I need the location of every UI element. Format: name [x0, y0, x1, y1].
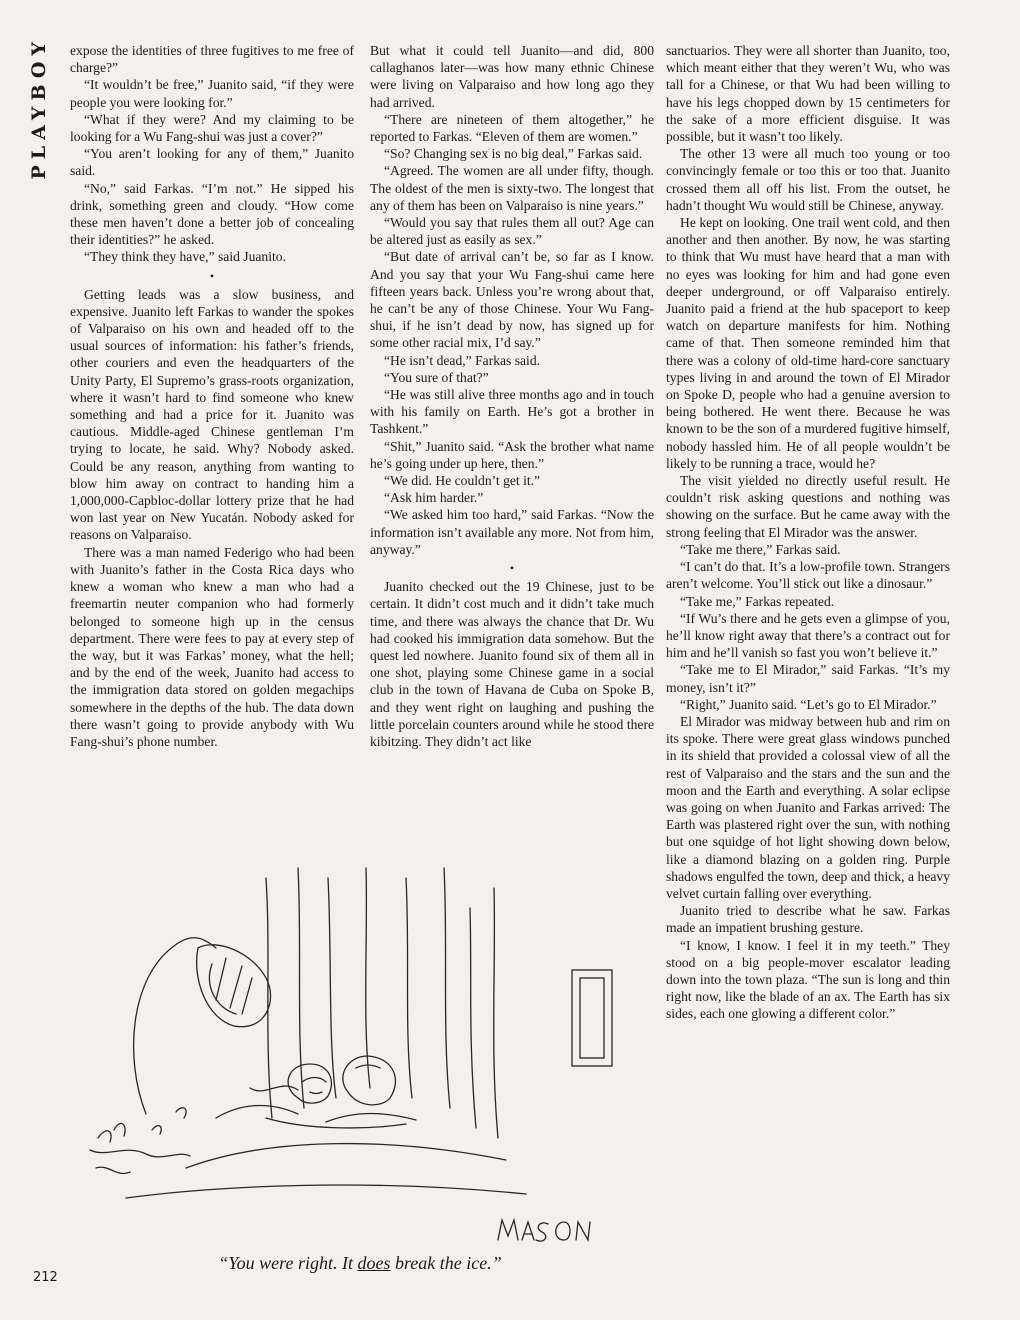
paragraph: expose the identities of three fugitives to me free of charge?”	[70, 43, 354, 76]
paragraph: Juanito checked out the 19 Chinese, just to be certain. It didn’t cost much and it didn’t take much time, and there was always the chance that Dr. Wu had cooked his immigration data somehow. But the quest led nowhere. Juanito found six of them all in one shot, playing some Chinese game in a social club in the town of Havana de Cuba on Spoke B, and they went right on laughing and pushing the little porcelain counters around while he stood there kibitzing. They didn’t act like	[370, 579, 654, 749]
paragraph: “We did. He couldn’t get it.”	[384, 473, 541, 489]
paragraph: “They think they have,” said Juanito.	[84, 249, 286, 265]
cartoon-caption	[66, 1253, 654, 1274]
paragraph: But what it could tell Juanito—and did, 800 callaghanos later—was how many ethnic Chinese were living on Valparaiso and how long ago they had arrived.	[370, 43, 654, 110]
paragraph: “You sure of that?”	[384, 369, 489, 385]
paragraph: “Take me to El Mirador,” said Farkas. “It’s my money, isn’t it?”	[666, 662, 950, 695]
paragraph: “Would you say that rules them all out? Age can be altered just as easily as sex.”	[370, 215, 654, 248]
paragraph: “We asked him too hard,” said Farkas. “Now the information isn’t available any more. Not from him, anyway.”	[370, 507, 654, 557]
paragraph: “Right,” Juanito said. “Let’s go to El Mirador.”	[680, 696, 937, 712]
plant-drawing	[90, 1108, 190, 1174]
column-3	[666, 42, 950, 1023]
column-2	[370, 42, 654, 750]
paragraph: “Agreed. The women are all under fifty, though. The oldest of the men is sixty-two. The longest that any of them has been on Valparaiso is nine years.”	[370, 163, 654, 213]
signature-text: MASON	[66, 855, 124, 872]
paragraph: “What if they were? And my claiming to be looking for a Wu Fang-shui was just a cover?”	[70, 111, 354, 145]
caption-emphasis: does	[357, 1253, 391, 1273]
paragraph: Getting leads was a slow business, and expensive. Juanito left Farkas to wander the spokes of Valparaiso on his own and headed off to the usual sources of information: his father’s friends, other couriers and even the headquarters of the Unity Party, El Supremo’s grass-roots organization, where it wasn’t hard to find someone who knew something and had a price for it. Juanito was cautious. Middle-aged Chinese gentleman I’m trying to locate, he said. Why? Nobody asked. Could be any reason, anything from wanting to blow him away on contract to handing him a 1,000,000-Capbloc-dollar lottery prize that he had won last year on New Yucatán. Nobody asked for reasons on Valparaiso.	[70, 286, 354, 543]
paragraph: “It wouldn’t be free,” Juanito said, “if they were people you were looking for.”	[70, 77, 354, 110]
artist-signature	[66, 855, 590, 1241]
cartoon-illustration	[66, 855, 654, 1256]
page-number: 212	[33, 1270, 58, 1285]
wall-frame-drawing	[572, 970, 612, 1066]
paragraph: “He was still alive three months ago and in touch with his family on Earth. He’s got a brother in Tashkent.”	[370, 387, 654, 437]
section-break-bullet: •	[209, 268, 215, 283]
paragraph: “So? Changing sex is no big deal,” Farkas said.	[384, 146, 643, 162]
paragraph: El Mirador was midway between hub and rim on its spoke. There were great glass windows punched in its shield that provided a colossal view of all the rest of Valparaiso and the stars and the sun and the moon and the Earth and everything. A solar eclipse was going on when Juanito and Farkas arrived: The Earth was plastered right over the sun, with nothing but one squidge of hot light showing down below, like a diamond blazing on a golden ring. Purple shadows engulfed the town, deep and thick, a heavy velvet curtain falling over everything.	[666, 713, 950, 901]
paragraph: “I can’t do that. It’s a low-profile town. Strangers aren’t welcome. You’ll stick out like a dinosaur.”	[666, 559, 950, 592]
magazine-name: PLAYBOY	[28, 36, 50, 180]
caption-text-start: “You were right. It	[218, 1253, 358, 1273]
paragraph: There was a man named Federigo who had been with Juanito’s father in the Costa Rica days who knew a woman who knew a man who had a freemartin neuter companion who had formerly belonged to someone high up in the census department. There were fees to pay at every step of the way, but it was Farkas’ money, what the hell; and by the end of the week, Juanito had access to the immigration data stored on golden megachips somewhere in the depths of the hub. The data down there wasn’t going to provide anybody with Wu Fang-shui’s phone number.	[70, 544, 354, 749]
paragraph: “There are nineteen of them altogether,” he reported to Farkas. “Eleven of them are women.”	[370, 111, 654, 145]
paragraph: The other 13 were all much too young or too convincingly female or too this or too that. Juanito crossed them all off his list. From the outset, he hadn’t thought Wu would still be Chinese, anyway.	[666, 146, 950, 213]
paragraph: “No,” said Farkas. “I’m not.” He sipped his drink, something green and cloudy. “How come these men haven’t done a better job of concealing their identities?” he asked.	[70, 180, 354, 248]
paragraph: The visit yielded no directly useful result. He couldn’t risk asking questions and nothing was showing on the surface. But he came away with the strong feeling that El Mirador was the answer.	[666, 473, 950, 540]
paragraph: “But date of arrival can’t be, so far as I know. And you say that your Wu Fang-shui came here fifteen years back. Unless you’re wrong about that, he can’t be any of those Chinese. Your Wu Fang-shui, if he isn’t dead by now, has signed up for some other racial mix, I’d say.”	[370, 249, 654, 351]
paragraph: sanctuarios. They were all shorter than Juanito, too, which meant either that they weren’t Wu, who was tall for a Chinese, or that Wu had been willing to have his legs chopped down by 15 centimeters for the sake of a more efficient disguise. It was possible, but it wasn’t too likely.	[666, 43, 950, 145]
paragraph: He kept on looking. One trail went cold, and then another and then another. By now, he was starting to think that Wu must have heard that a man with no eyes was looking for him and had gone even deeper underground, or off Valparaiso entirely. Juanito paid a friend at the hub spaceport to keep watch on departure manifests for him. Nothing came of that. Then someone reminded him that there was a colony of old-time hard-core sanctuary types living in and around the town of El Mirador on Spoke D, people who had a genuine aversion to being bothered. He went there. Because he was known to be the son of a murdered fugitive himself, nobody hassled him. He of all people wouldn’t be likely to be running a trace, would he?	[666, 215, 950, 471]
column-1	[70, 42, 354, 750]
section-break-bullet: •	[509, 561, 515, 576]
curtain-drawing	[250, 868, 498, 1138]
paragraph: “If Wu’s there and he gets even a glimpse of you, he’ll know right away that there’s a contract out for him and he’ll vanish so fast you won’t believe it.”	[666, 610, 950, 661]
bed-couple-drawing	[126, 1056, 526, 1198]
paragraph: “You aren’t looking for any of them,” Juanito said.	[70, 146, 354, 179]
paragraph: “Take me,” Farkas repeated.	[680, 593, 835, 609]
paragraph: “Shit,” Juanito said. “Ask the brother what name he’s going under up here, then.”	[370, 438, 654, 471]
paragraph: Juanito tried to describe what he saw. Farkas made an impatient brushing gesture.	[666, 903, 950, 936]
caption-text-end: break the ice.”	[390, 1253, 502, 1273]
paragraph: “Ask him harder.”	[384, 490, 484, 506]
paragraph: “He isn’t dead,” Farkas said.	[384, 352, 541, 368]
paragraph: “Take me there,” Farkas said.	[680, 541, 841, 557]
paragraph: “I know, I know. I feel it in my teeth.” They stood on a big people-mover escalator leading down into the town plaza. “The sun is long and thin right now, like the blade of an ax. The Earth has six sides, each one glowing a different color.”	[666, 937, 950, 1022]
